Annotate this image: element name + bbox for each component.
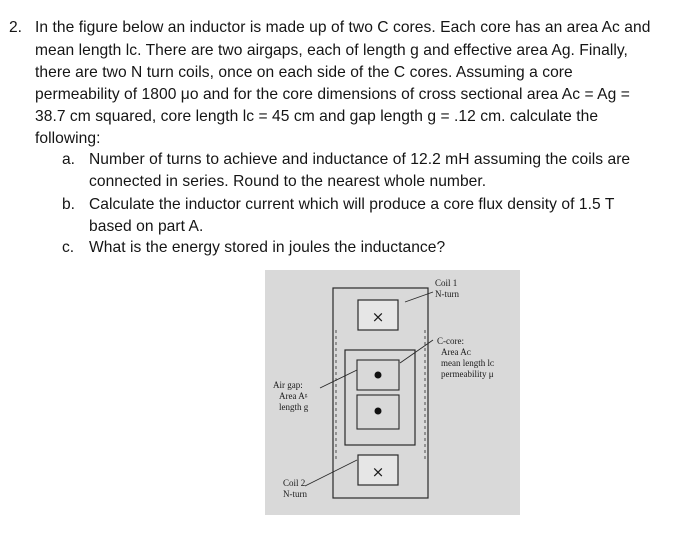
coil2-label-line1: Coil 2 (283, 478, 306, 488)
stem-line-6: following: (35, 130, 101, 147)
part-b-line-1: Calculate the inductor current which will produce a core flux density of 1.5 T (89, 196, 615, 213)
coil1-cross-symbol: × (371, 308, 385, 326)
coil2-label-line2: N-turn (283, 489, 307, 499)
dot-upper (375, 372, 382, 379)
stem-line-3: there are two N turn coils, once on each side of the C cores. Assuming a core (35, 64, 573, 81)
question-number: 2. (9, 19, 23, 36)
part-c-marker: c. (62, 239, 75, 256)
part-a-line-1: Number of turns to achieve and inductance of 12.2 mH assuming the coils are (89, 151, 631, 168)
airgap-label-line2: Area Aᵍ (279, 391, 308, 401)
airgap-label-line1: Air gap: (273, 380, 303, 390)
coil1-label-line1: Coil 1 (435, 278, 458, 288)
stem-line-2: mean length lc. There are two airgaps, each of length g and effective area Ag. Finally, (35, 42, 628, 59)
inductor-figure (265, 270, 520, 515)
stem-line-1: In the figure below an inductor is made up of two C cores. Each core has an area Ac and (35, 19, 651, 36)
dot-lower (375, 408, 382, 415)
coil1-label-line2: N-turn (435, 289, 459, 299)
coil2-cross-symbol: × (371, 463, 385, 481)
part-b-marker: b. (62, 196, 76, 213)
stem-line-5: 38.7 cm squared, core length lc = 45 cm and gap length g = .12 cm. calculate the (35, 108, 599, 125)
stem-line-4: permeability of 1800 μo and for the core dimensions of cross sectional area Ac = Ag = (35, 86, 630, 103)
core-label-line3: mean length lᴄ (441, 358, 495, 368)
core-label-line4: permeability μ (441, 369, 494, 379)
core-label-line1: C-core: (437, 336, 464, 346)
core-label-line2: Area Aᴄ (441, 347, 472, 357)
part-b-line-2: based on part A. (89, 218, 204, 235)
part-a-marker: a. (62, 151, 76, 168)
part-c-line-1: What is the energy stored in joules the inductance? (89, 239, 446, 256)
inductor-diagram (265, 270, 520, 515)
part-a-line-2: connected in series. Round to the nearest whole number. (89, 173, 487, 190)
airgap-label-line3: length g (279, 402, 309, 412)
